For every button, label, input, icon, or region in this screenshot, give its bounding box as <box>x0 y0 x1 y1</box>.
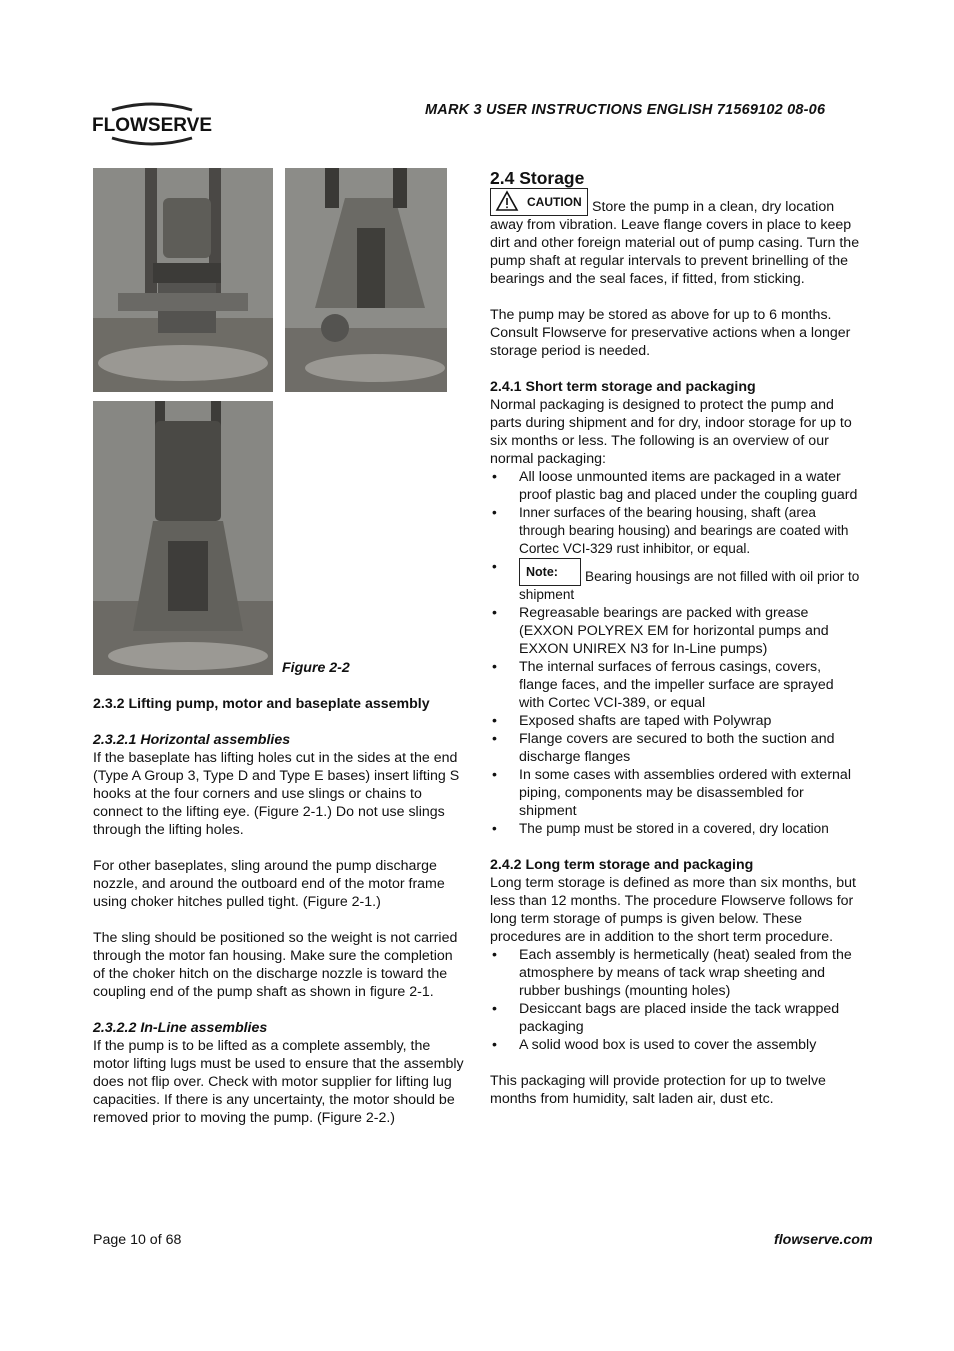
section-heading-2-4: 2.4 Storage <box>490 168 585 188</box>
page-number: Page 10 of 68 <box>93 1232 182 1248</box>
paragraph: If the pump is to be lifted as a complete assembly, the motor lifting lugs must be used to ensure that the assembly does not flip over. Check with motor supplier for lifting lug capacities. If there is any uncertainty, the motor should be removed prior to moving the pump. (Figure 2-2.) <box>93 1038 464 1126</box>
note-label: • Note: <box>526 565 558 579</box>
paragraph: For other baseplates, sling around the pump discharge nozzle, and around the outboard end of the motor frame using choker hitches pulled tight. (Figure 2-1.) <box>93 858 445 910</box>
vertical-motor-lift-photo <box>93 401 273 675</box>
section-heading-2-4-1: 2.4.1 Short term storage and packaging <box>490 379 756 395</box>
logo-text: FLOWSERVE <box>92 115 212 136</box>
paragraph: If the baseplate has lifting holes cut in the sides at the end (Type A Group 3, Type D and Type E bases) insert lifting S hooks at the four corners and use slings or chains to connect to the lifting eye. (Figure 2-1.) Do not use slings through the lifting holes. <box>93 750 460 838</box>
list-item: • Regreasable bearings are packed with grease (EXXON POLYREX EM for horizontal pumps and EXXON UNIREX N3 for In-Line pumps) <box>490 604 862 658</box>
inline-pump-lift-photo <box>285 168 447 392</box>
horizontal-pump-lift-photo <box>93 168 273 392</box>
list-item: • All loose unmounted items are packaged in a water proof plastic bag and placed under the coupling guard <box>490 468 862 504</box>
list-item: • A solid wood box is used to cover the assembly <box>490 1036 862 1054</box>
left-column <box>93 695 468 1127</box>
paragraph: Long term storage is defined as more than six months, but less than 12 months. The procedure Flowserve follows for long term storage of pumps is given below. These procedures are in addition to the short term procedure. <box>490 875 856 945</box>
list-item: • Inner surfaces of the bearing housing, shaft (area through bearing housing) and bearings are coated with Cortec VCI-329 rust inhibitor, or equal. <box>490 504 862 558</box>
short-term-packaging-list <box>490 468 862 838</box>
section-heading-2-3-2: 2.3.2 Lifting pump, motor and baseplate assembly <box>93 696 430 712</box>
caution-symbol <box>490 188 588 216</box>
section-heading-2-3-2-2: 2.3.2.2 In-Line assemblies <box>93 1020 268 1036</box>
paragraph: Store the pump in a clean, dry location away from vibration. Leave flange covers in place to keep dirt and other foreign material out of pump casing. Turn the pump shaft at regular intervals to prevent brinelling of the bearings and the seal faces, if fitted, from sticking. <box>490 199 860 287</box>
paragraph: Normal packaging is designed to protect the pump and parts during shipment and for dry, indoor storage for up to six months or less. The following is an overview of our normal packaging: <box>490 397 852 467</box>
website-link[interactable]: flowserve.com <box>774 1232 873 1248</box>
figure-caption: Figure 2-2 <box>282 660 350 676</box>
note-text: Bearing housings are not filled with oil prior to shipment <box>519 569 860 602</box>
paragraph: The pump may be stored as above for up to 6 months. Consult Flowserve for preservative actions when a longer storage period is needed. <box>490 307 851 359</box>
document-header: MARK 3 USER INSTRUCTIONS ENGLISH 71569102 08-06 <box>425 102 826 118</box>
paragraph: The sling should be positioned so the weight is not carried through the motor fan housing. Make sure the completion of the choker hitch on the discharge nozzle is toward the coupling end of the pump shaft as shown in figure 2-1. <box>93 930 458 1000</box>
long-term-packaging-list <box>490 946 862 1054</box>
note-item <box>490 558 862 604</box>
list-item: • In some cases with assemblies ordered with external piping, components may be disassembled for shipment <box>490 766 862 820</box>
list-item: • Exposed shafts are taped with Polywrap <box>490 712 862 730</box>
note-symbol <box>519 558 581 586</box>
flowserve-logo <box>92 100 212 146</box>
warning-triangle-icon <box>495 190 525 214</box>
list-item: • Flange covers are secured to both the suction and discharge flanges <box>490 730 862 766</box>
list-item: • Each assembly is hermetically (heat) sealed from the atmosphere by means of tack wrap sheeting and rubber bushings (mounting holes) <box>490 946 862 1000</box>
right-column <box>490 168 862 1108</box>
section-heading-2-3-2-1: 2.3.2.1 Horizontal assemblies <box>93 732 291 748</box>
list-item: • The internal surfaces of ferrous casings, covers, flange faces, and the impeller surface are sprayed with Cortec VCI-389, or equal <box>490 658 862 712</box>
caution-label: CAUTION <box>527 195 582 209</box>
section-heading-2-4-2: 2.4.2 Long term storage and packaging <box>490 857 754 873</box>
paragraph: This packaging will provide protection for up to twelve months from humidity, salt laden air, dust etc. <box>490 1073 826 1107</box>
list-item: • The pump must be stored in a covered, dry location <box>490 820 862 838</box>
list-item: • Desiccant bags are placed inside the tack wrapped packaging <box>490 1000 862 1036</box>
